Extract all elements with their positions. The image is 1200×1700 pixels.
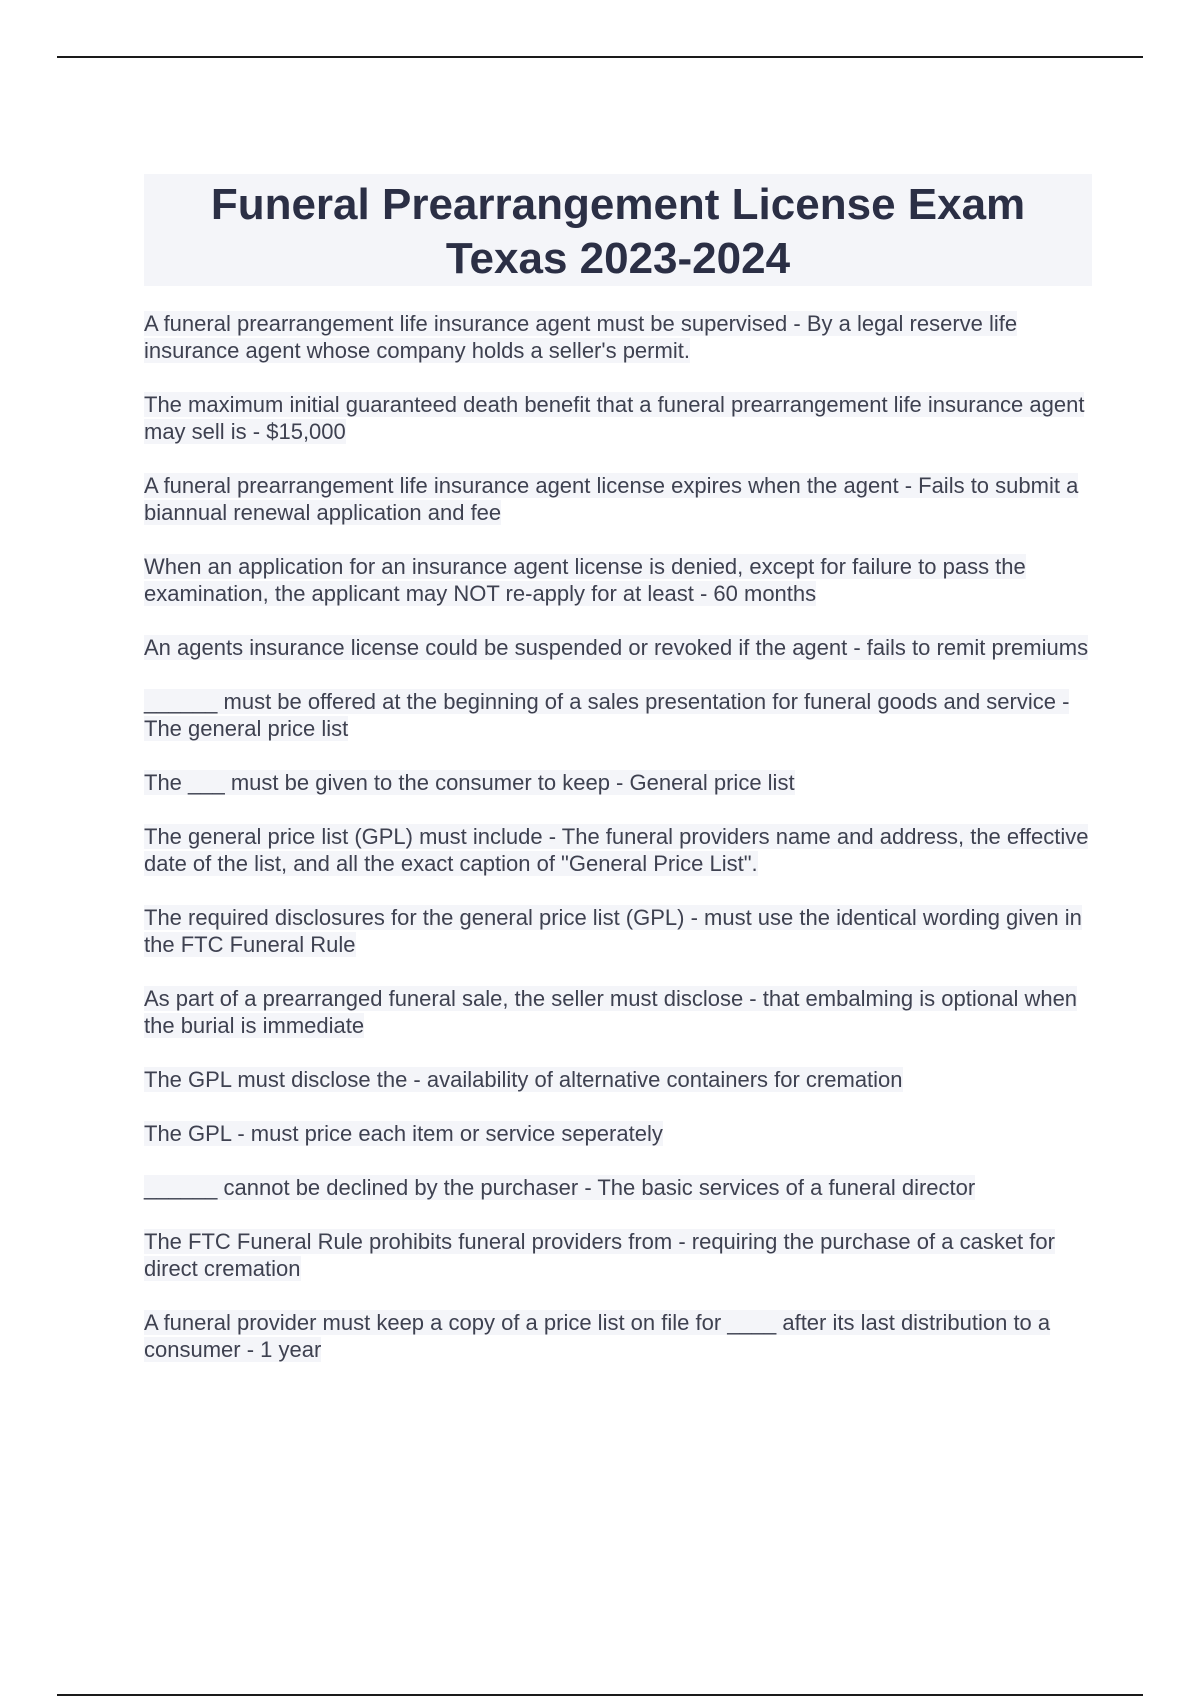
qa-item bbox=[144, 769, 1094, 796]
top-divider bbox=[57, 56, 1143, 58]
qa-text: The GPL must disclose the - availability of alternative containers for cremation bbox=[144, 1067, 903, 1092]
qa-text: The required disclosures for the general price list (GPL) - must use the identical wording given in the FTC Funeral Rule bbox=[144, 905, 1082, 957]
title-block bbox=[144, 174, 1092, 286]
qa-item bbox=[144, 391, 1094, 445]
qa-text: The maximum initial guaranteed death benefit that a funeral prearrangement life insurance agent may sell is - $15,000 bbox=[144, 392, 1085, 444]
qa-text: The GPL - must price each item or service seperately bbox=[144, 1121, 663, 1146]
qa-text: A funeral provider must keep a copy of a price list on file for ____ after its last distribution to a consumer - 1 year bbox=[144, 1310, 1051, 1362]
title-line-1: Funeral Prearrangement License Exam bbox=[210, 180, 1026, 229]
qa-item bbox=[144, 985, 1094, 1039]
qa-item bbox=[144, 553, 1094, 607]
qa-text: A funeral prearrangement life insurance agent license expires when the agent - Fails to submit a biannual renewal application and fee bbox=[144, 473, 1079, 525]
qa-item bbox=[144, 823, 1094, 877]
qa-item bbox=[144, 1228, 1094, 1282]
qa-text: An agents insurance license could be suspended or revoked if the agent - fails to remit premiums bbox=[144, 635, 1089, 660]
qa-item bbox=[144, 1174, 1094, 1201]
bottom-divider bbox=[57, 1694, 1143, 1696]
qa-text: When an application for an insurance agent license is denied, except for failure to pass the examination, the applicant may NOT re-apply for at least - 60 months bbox=[144, 554, 1026, 606]
qa-item bbox=[144, 634, 1094, 661]
title-line-2: Texas 2023-2024 bbox=[445, 234, 791, 283]
qa-item bbox=[144, 310, 1094, 364]
qa-text: ______ must be offered at the beginning of a sales presentation for funeral goods and service - The general price list bbox=[144, 689, 1070, 741]
qa-text: The FTC Funeral Rule prohibits funeral providers from - requiring the purchase of a casket for direct cremation bbox=[144, 1229, 1055, 1281]
question-answer-list bbox=[144, 310, 1094, 1390]
qa-text: A funeral prearrangement life insurance agent must be supervised - By a legal reserve life insurance agent whose company holds a seller's permit. bbox=[144, 311, 1018, 363]
qa-text: ______ cannot be declined by the purchaser - The basic services of a funeral director bbox=[144, 1175, 976, 1200]
document-title bbox=[144, 178, 1092, 286]
qa-text: The ___ must be given to the consumer to keep - General price list bbox=[144, 770, 795, 795]
qa-item bbox=[144, 1309, 1094, 1363]
qa-item bbox=[144, 1120, 1094, 1147]
qa-text: The general price list (GPL) must include - The funeral providers name and address, the effective date of the list, and all the exact caption of "General Price List". bbox=[144, 824, 1089, 876]
qa-item bbox=[144, 1066, 1094, 1093]
qa-item bbox=[144, 472, 1094, 526]
qa-item bbox=[144, 904, 1094, 958]
qa-item bbox=[144, 688, 1094, 742]
qa-text: As part of a prearranged funeral sale, the seller must disclose - that embalming is optional when the burial is immediate bbox=[144, 986, 1078, 1038]
